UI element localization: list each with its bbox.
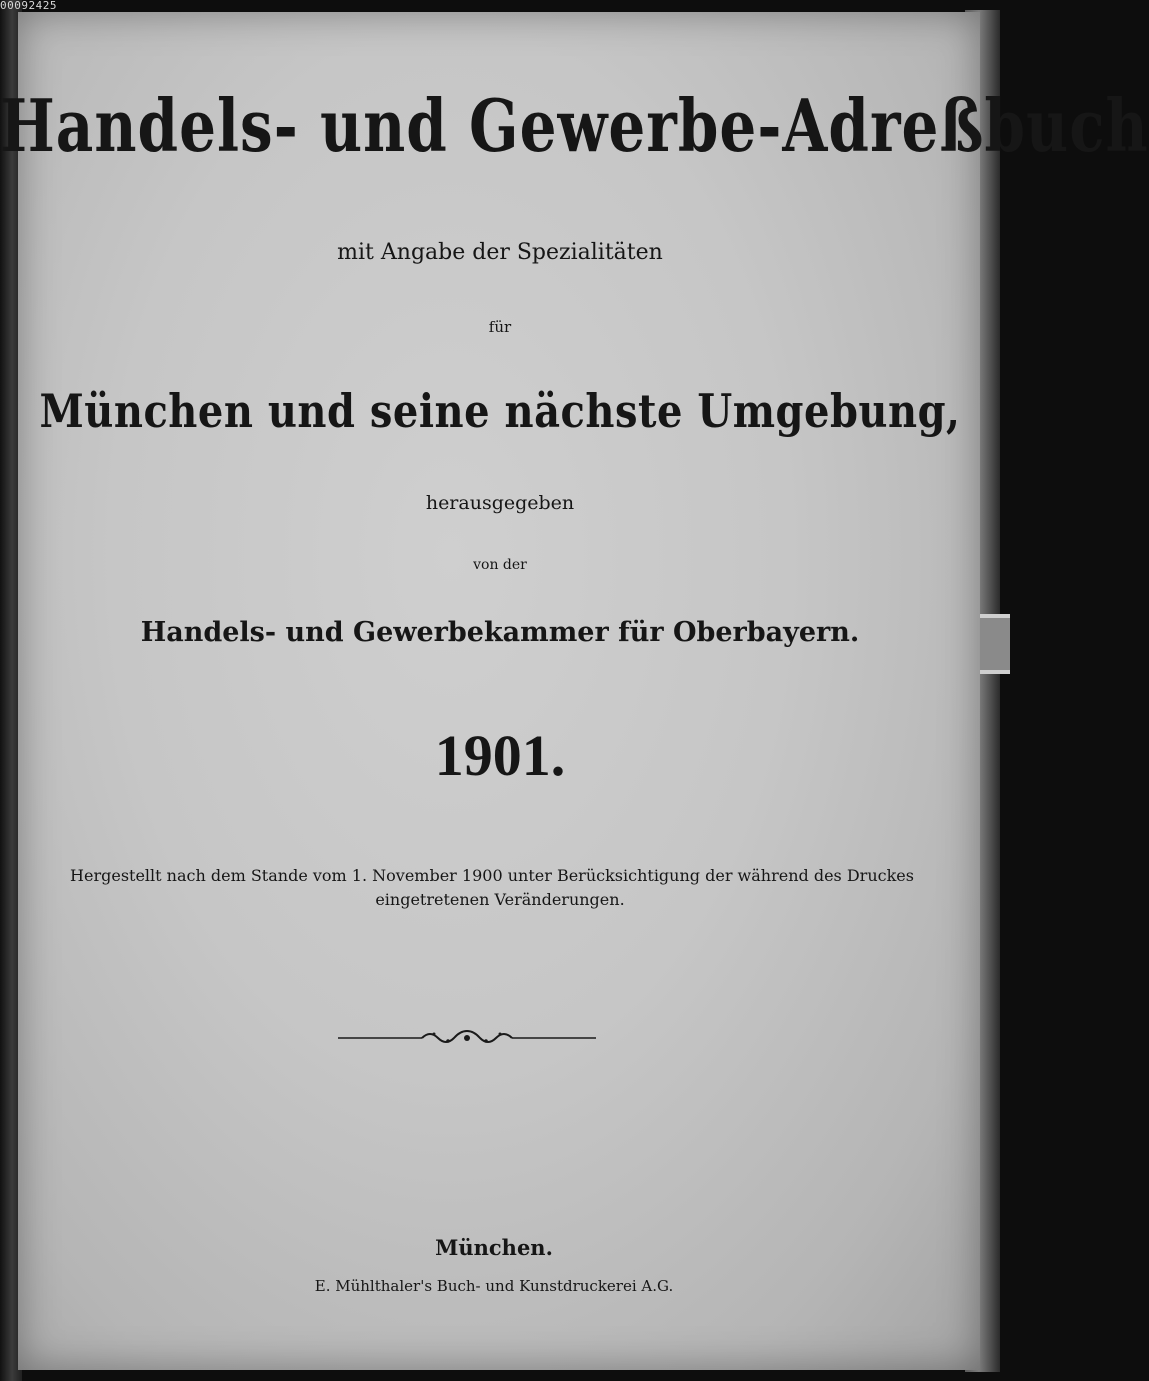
- publication-place: München.: [435, 1235, 553, 1260]
- editor-intro: herausgegeben: [425, 492, 575, 514]
- fuer-line: für: [488, 318, 512, 336]
- ornament-divider-icon: [338, 1028, 596, 1048]
- chamber-name: Handels- und Gewerbekammer für Oberbayern.: [140, 617, 860, 648]
- note-line-1: Hergestellt nach dem Stande vom 1. November 1900 unter Berücksichtigung der während des Druckes: [70, 866, 914, 885]
- publication-year: 1901.: [434, 723, 566, 788]
- printer-line: E. Mühlthaler's Buch- und Kunstdruckerei A.G.: [314, 1277, 674, 1295]
- note-line-2: eingetretenen Veränderungen.: [375, 890, 625, 909]
- book-title: Handels- und Gewerbe-Adreßbuch: [0, 83, 1149, 169]
- scan-id: 00092425: [0, 0, 57, 12]
- von-der-line: von der: [473, 557, 527, 573]
- title-page: [18, 12, 980, 1370]
- subtitle: mit Angabe der Spezialitäten: [337, 240, 663, 265]
- city-line: München und seine nächste Umgebung,: [39, 384, 961, 439]
